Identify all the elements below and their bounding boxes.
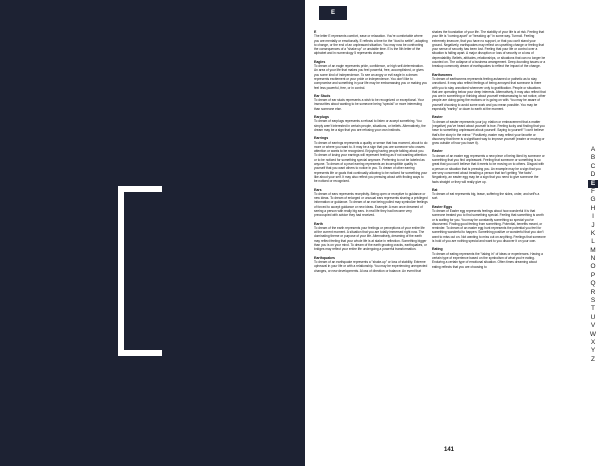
alphabet-letter-g[interactable]: G (590, 196, 596, 204)
entry-text: To dream of an easter egg represents a new piece of being liked by someone or something that you find unpleasant. Feeling that someone or something is so great that you can't believe that it meets to be moving on to others. Disgust with a person or situation that is pressing you. An example may be a sign that you are very concerned about treading a person that isn't getting "the facts". Negatively, an easter egg may be a sign that you need to give someone the facts straight or they will really give up. (432, 153, 545, 184)
entry-text: To dream of Easter egg represents feelings about how wonderful it is that someone treated you to find something special. Feeling that something is worth or is waiting for you. You may be constantly something so special you've discovered. Finding good feeling from something. Potential, benefits meant, or reminder. To dream of an easter egg hunt represents the potential you feel for something wonderful to happen. Something positive or wonderful that you don't want to miss out on. Not wanting to miss out on anything. Feelings that someone is hold of you are nothing special and want to you discover it on your own. (432, 208, 546, 244)
alphabet-letter-v[interactable]: V (590, 322, 596, 330)
entry-heading: Eagles (314, 59, 326, 64)
alphabet-letter-q[interactable]: Q (590, 280, 596, 288)
entry-heading: Eat (432, 187, 438, 192)
alphabet-letter-n[interactable]: N (590, 255, 596, 263)
alphabet-letter-y[interactable]: Y (590, 347, 596, 355)
alphabet-letter-c[interactable]: C (590, 162, 596, 170)
dictionary-entry (432, 30, 546, 69)
entry-text: To dream of an eagle represents pride, confidence, or high self-determination. An area of your life that makes you feel powerful, free, accomplished, or gives you some kind of independence. To see an angry or evil eagle in a dream represents excitement or your pride or independence. You don't like to compromise and something in your life may be embarrassing you or making you feel less powerful, free, or in control. (314, 64, 428, 90)
alphabet-letter-d[interactable]: D (590, 171, 596, 179)
entry-heading: Ears (314, 187, 322, 192)
entry-heading: Easter (432, 149, 443, 154)
dictionary-entry (432, 73, 546, 112)
entry-text: The letter E represents comfort, ease or relaxation. You're comfortable where you are mentally or emotionally. E reflects a time for the "dust to settle", adapting to change, or the end of an unpleasant situation. You may now be confronting the consequences of a "shake up" or unstable time. E is the 5th letter of the alphabet and in numerology 5 represents change. (314, 34, 428, 56)
alphabet-letter-t[interactable]: T (591, 305, 595, 313)
alphabet-letter-m[interactable]: M (590, 246, 596, 254)
dictionary-entry (314, 136, 428, 183)
entry-text: To dream of eating represents the "taking in" of ideas or experiences. Having a certain type of experience based on the symbolism of what you're eating. Enduring a certain type of emotional situation. Often times dreaming about eating reflects that you are choosing to (432, 251, 543, 269)
entry-heading: Earthquakes (314, 255, 336, 260)
alphabet-letter-u[interactable]: U (590, 313, 596, 321)
alphabet-letter-e[interactable]: E (588, 180, 598, 188)
entry-text: To dream of ear studs represents a wish to be recognized or exceptional. Your insecurities about wanting to be someone being "special" or more interesting than someone else. (314, 98, 425, 111)
entry-heading: Easter (432, 115, 443, 120)
entry-heading: Earth (314, 221, 323, 226)
dictionary-entry (314, 94, 428, 111)
alphabet-letter-p[interactable]: P (590, 271, 596, 279)
dictionary-entry (432, 247, 546, 268)
alphabet-letter-r[interactable]: R (590, 288, 596, 296)
text-column-left (314, 30, 428, 277)
alphabet-index (588, 146, 598, 364)
entry-text: To dream of earthworms represents feeling ashamed or pathetic as to stay unnoticed. It may also reflect feelings of being annoyed that someone is there with you to stay unnoticed whenever only to gratification. People or situations that are operating below your deep interests. Alternatively, it may also reflect that you are in something or thinking about yourself embarrassing to not notice, other people are doing going the motions or is going on with. You may be aware of yourself choosing to avoid some work and you mean possible. You may be especially "earthy" or down to earth at the moment. (432, 76, 546, 112)
dictionary-entry (314, 30, 428, 56)
alphabet-letter-k[interactable]: K (590, 229, 596, 237)
alphabet-letter-j[interactable]: J (591, 221, 595, 229)
dictionary-entry (314, 222, 428, 252)
entry-text: shakes the foundation of your life. The stability of your life is at risk. Feeling that your life is "coming apart" or "breaking up" in some way. Turmoil. Feeling extremely insecure, that you have no support, or that you can't stand your ground. Negatively, earthquakes may reflect an upsetting change or feeling that your sense of security has been lost. Feeling that your life or control over a situation is falling apart. A major disruption or loss of security or a loss of dependability. Beliefs, attitudes, relationships, or situations that can no longer be counted on. The collapse of a business arrangement. Deep-founding issues or a breakup commonly dream of earthquakes to reflect the impact of the change. (432, 30, 546, 69)
dictionary-entry (432, 149, 546, 183)
dictionary-entry (432, 115, 546, 145)
alphabet-letter-l[interactable]: L (591, 238, 595, 246)
entry-text: To dream of easter represents your joy, elation or embracement that a matter (negative) you've heard about yourself is true. Feeling lucky and finding that you have to something unpleasant about yourself. Saying to yourself "I can't believe that's the story in the mirror." Positively, easter may reflect your favorite or discovery that there is a significant way to improve yourself (easter or moving or grow outside of how you have it). (432, 119, 545, 146)
dictionary-entry (314, 115, 428, 132)
entry-text: To dream of earrings represents a quality or sense that has moment, about to do more or where you want to. It may be a sign that you are someone who craves attention or wants to be recognized. Enjoying having people talking about you. To dream of losing your earrings will represent feeling as if not wanting attention or to be noticed for something special anymore. Preferring to not be labeled as anyone. To dream of a pearl earring represents an incorruptible quality in yourself that you want others to notice in you. To dream of other earring represents life or goals that continually allowing to be noticed for something your like about your self. It may also reflect you pressing about with finding ways to be noticed or recognized. (314, 140, 428, 184)
entry-heading: Earthworms (432, 72, 453, 77)
alphabet-letter-i[interactable]: I (592, 213, 594, 221)
dictionary-entry (432, 188, 546, 201)
alphabet-letter-o[interactable]: O (590, 263, 596, 271)
dictionary-entry (314, 188, 428, 218)
entry-text: To dream of ears represents receptivity. Being open or receptive to guidance or new ideas. To dream of enlarged or unusual ears represents sharing a privileged information or guidance. To dream of an ear being pulled may symbolize feelings of forced to accept guidance or new ideas. Example: A man once dreamed of seeing a person with really big ears. In real life they had become very preoccupied with advice they had received. (314, 191, 428, 218)
alphabet-letter-a[interactable]: A (590, 146, 596, 153)
dictionary-entry (432, 205, 546, 244)
entry-text: To dream of eat represents big, tease, suffering the sides, order, and self's a sort. (432, 192, 540, 201)
section-tab: E (319, 6, 347, 20)
entry-heading: E (314, 30, 317, 34)
alphabet-letter-x[interactable]: X (590, 338, 596, 346)
alphabet-letter-s[interactable]: S (590, 297, 596, 305)
alphabet-letter-h[interactable]: H (590, 204, 596, 212)
entry-heading: Eating (432, 247, 443, 252)
big-letter-e-graphic (118, 186, 162, 356)
entry-heading: Earplugs (314, 115, 329, 120)
entry-heading: Ear Studs (314, 93, 331, 98)
alphabet-letter-b[interactable]: B (590, 154, 596, 162)
entry-text: To dream of earplugs represents a refusal to listen or accept something. You simply aren't interested in certain people, situations, or beliefs. Alternatively, the dream may be a sign that you are refusing your own instincts. (314, 119, 426, 132)
entry-heading: Easter Eggs (432, 204, 453, 209)
dictionary-entry (314, 60, 428, 90)
alphabet-letter-f[interactable]: F (591, 187, 595, 195)
alphabet-letter-w[interactable]: W (589, 330, 597, 338)
dictionary-entry (314, 256, 428, 273)
entry-text: To dream of an earthquake represents a "shake-up" or loss of stability. Extreme upheaval in your life or with a relationship. You may be experiencing unexpected changes, or new developments. A loss of direction or balance. An event that (314, 259, 428, 273)
entry-heading: Earrings (314, 136, 329, 141)
text-column-right (432, 30, 546, 273)
alphabet-letter-z[interactable]: Z (591, 355, 595, 363)
page-number: 141 (444, 447, 455, 453)
entry-text: To dream of the earth represents your feelings or perceptions of your entire life at the current moment. A situation that you are totally immersed right now. The dominating theme or purpose of your life. Alternatively, dreaming of the earth may reflect feeling that your whole life is at stake in reflection. Something bigger than you is on your mind. To dream of the earth growing cracks, earthquakes, or bridges may reflect your entire life undergoing a powerful transformation. (314, 225, 427, 252)
